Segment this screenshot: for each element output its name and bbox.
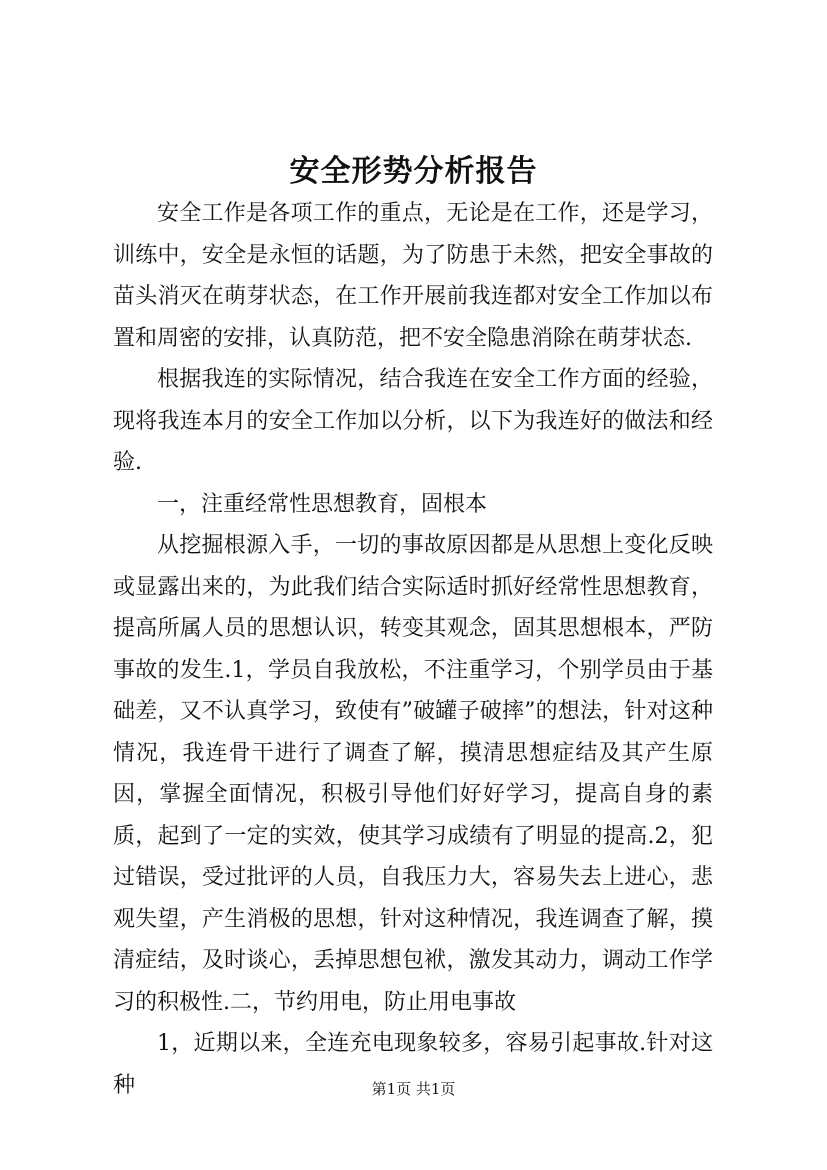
paragraph-analysis: 根据我连的实际情况，结合我连在安全工作方面的经验，现将我连本月的安全工作加以分析，以下为我连好的做法和经验. — [113, 367, 713, 475]
paragraph-intro: 安全工作是各项工作的重点，无论是在工作，还是学习，训练中，安全是永恒的话题，为了防患于未然，把安全事故的苗头消灭在萌芽状态，在工作开展前我连都对安全工作加以布置和周密的安排，认真防范，把不安全隐患消除在萌芽状态. — [113, 201, 713, 351]
section-heading-1: 一，注重经常性思想教育，固根本 — [157, 491, 488, 517]
document-title: 安全形势分析报告 — [289, 154, 538, 189]
paragraph-section-2: 1，近期以来，全连充电现象较多，容易引起事故.针对这种 — [113, 1031, 713, 1098]
paragraph-section-1: 从挖掘根源入手，一切的事故原因都是从思想上变化反映或显露出来的，为此我们结合实际适时抓好经常性思想教育，提高所属人员的思想认识，转变其观念，固其思想根本，严防事故的发生.1，学员自我放松，不注重学习，个别学员由于基础差，又不认真学习，致使有”破罐子破摔”的想法，针对这种情况，我连骨干进行了调查了解，摸清思想症结及其产生原因，掌握全面情况，积极引导他们好好学习，提高自身的素质，起到了一定的实效，使其学习成绩有了明显的提高.2，犯过错误，受过批评的人员，自我压力大，容易失去上进心，悲观失望，产生消极的思想，针对这种情况，我连调查了解，摸清症结，及时谈心，丢掉思想包袱，激发其动力，调动工作学习的积极性.二，节约用电，防止用电事故 — [113, 533, 713, 1015]
page-number-footer: 第1页 共1页 — [371, 1080, 456, 1098]
document-body — [113, 193, 713, 1106]
